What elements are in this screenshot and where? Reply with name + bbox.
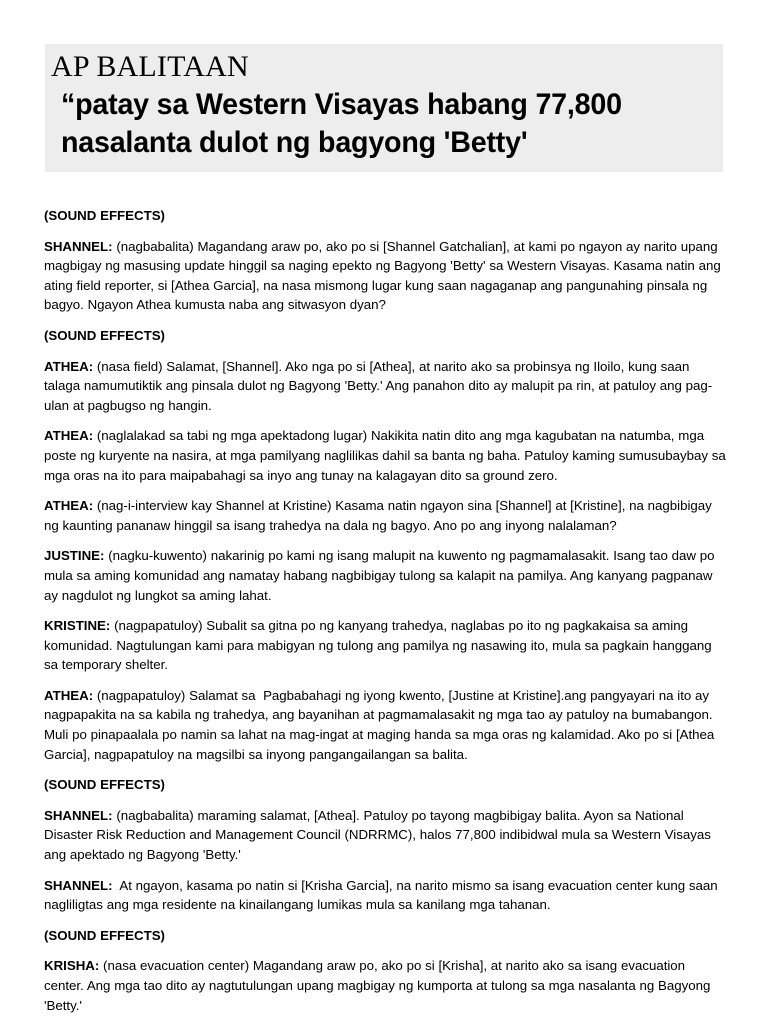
speaker-label: KRISHA: <box>44 958 100 974</box>
page-title-prefix: AP BALITAAN <box>51 50 249 83</box>
page-title-headline: “patay sa Western Visayas habang 77,800 nasalanta dulot ng bagyong 'Betty' <box>60 88 622 159</box>
dialogue-text: (nagbabalita) maraming salamat, [Athea]. Patuloy po tayong magbibigay balita. Ayon sa National Disaster Risk Reduction and Management Council (NDRRMC), halos 77,800 indibidwal mula sa Western Visayas ang apektado ng Bagyong 'Betty.' <box>44 807 715 863</box>
dialogue-text: (nasa evacuation center) Magandang araw po, ako po si [Krisha], at narito ako sa isang evacuation center. Ang mga tao dito ay nagtutulungan upang magbigay ng kumporta at tulong sa mga nasalanta ng Bagyong 'Betty.' <box>44 958 715 1013</box>
dialogue-paragraph <box>44 426 728 485</box>
speaker-label: ATHEA: <box>44 428 94 444</box>
dialogue-text: At ngayon, kasama po natin si [Krisha Garcia], na narito mismo sa isang evacuation center kung saan nagliligtas ang mga residente na kinailangang lumikas mula sa kanilang mga tahanan. <box>44 877 722 913</box>
sound-effect-text: (SOUND EFFECTS) <box>44 777 165 793</box>
dialogue-paragraph <box>44 237 728 315</box>
sound-effect-cue <box>44 326 728 346</box>
script-body <box>44 206 728 1015</box>
page-title <box>51 48 717 162</box>
dialogue-paragraph <box>44 686 728 764</box>
document-title-block <box>45 44 723 172</box>
dialogue-paragraph <box>44 616 728 675</box>
dialogue-paragraph <box>44 357 728 416</box>
speaker-label: ATHEA: <box>44 358 94 374</box>
sound-effect-text: (SOUND EFFECTS) <box>44 208 165 223</box>
dialogue-text: (nag-i-interview kay Shannel at Kristine) Kasama natin ngayon sina [Shannel] at [Kristine], na nagbibigay ng kaunting pananaw hinggil sa isang trahedya na dala ng bagyo. Ano po ang inyong nalalaman? <box>44 498 716 533</box>
speaker-label: KRISTINE: <box>44 618 111 634</box>
sound-effect-cue <box>44 775 728 795</box>
speaker-label: SHANNEL: <box>44 877 113 893</box>
dialogue-text: (naglalakad sa tabi ng mga apektadong lugar) Nakikita natin dito ang mga kagubatan na natumba, mga poste ng kuryente na nasira, at mga pamilyang naglilikas dahil sa banta ng baha. Patuloy kaming sumusubaybay sa mga oras na ito para maipabahagi sa inyo ang tunay na kalagayan dito sa ground zero. <box>44 428 730 483</box>
sound-effect-cue <box>44 206 728 226</box>
sound-effect-text: (SOUND EFFECTS) <box>44 927 165 943</box>
dialogue-paragraph <box>44 496 728 535</box>
speaker-label: SHANNEL: <box>44 238 113 254</box>
speaker-label: ATHEA: <box>44 498 94 514</box>
dialogue-text: (nagpapatuloy) Subalit sa gitna po ng kanyang trahedya, naglabas po ito ng pagkakaisa sa aming komunidad. Nagtulungan kami para mabigyan ng tulong ang pamilya ng nasawing ito, mula sa pagkain hanggang sa temporary shelter. <box>44 618 716 673</box>
sound-effect-text: (SOUND EFFECTS) <box>44 327 165 343</box>
speaker-label: SHANNEL: <box>44 807 113 823</box>
dialogue-text: (nagku-kuwento) nakarinig po kami ng isang malupit na kuwento ng pagmamalasakit. Isang tao daw po mula sa aming komunidad ang namatay habang nagbibigay tulong sa kalapit na pamilya. Ang kanyang pagpanaw ay nagdulot ng lungkot sa aming lahat. <box>44 548 719 603</box>
dialogue-paragraph <box>44 546 728 605</box>
speaker-label: ATHEA: <box>44 687 94 703</box>
dialogue-paragraph <box>44 806 728 865</box>
dialogue-text: (nasa field) Salamat, [Shannel]. Ako nga po si [Athea], at narito ako sa probinsya ng Iloilo, kung saan talaga namumutiktik ang pinsala dulot ng Bagyong 'Betty.' Ang panahon dito ay malupit pa rin, at patuloy ang pag-ulan at pagbugso ng hangin. <box>44 358 713 413</box>
dialogue-paragraph <box>44 956 728 1015</box>
dialogue-text: (nagbabalita) Magandang araw po, ako po si [Shannel Gatchalian], at kami po ngayon ay narito upang magbigay ng masusing update hinggil sa naging epekto ng Bagyong 'Betty' sa Western Visayas. Kasama natin ang ating field reporter, si [Athea Garcia], na nasa mismong lugar kung saan nagaganap ang pangunahing pinsala ng bagyo. Ngayon Athea kumusta naba ang sitwasyon dyan? <box>44 238 725 313</box>
dialogue-text: (nagpapatuloy) Salamat sa Pagbabahagi ng iyong kwento, [Justine at Kristine].ang pangyayari na ito ay nagpapakita na sa kabila ng trahedya, ang bayanihan at pagmamalasakit ng mga tao ay patuloy na bumabangon. Muli po pinapaalala po namin sa lahat na mag-ingat at maging handa sa mga oras ng kalamidad. Ako po si [Athea Garcia], nagpapatuloy na magsilbi sa inyong pangangailangan sa balita. <box>44 687 719 762</box>
sound-effect-cue <box>44 926 728 946</box>
dialogue-paragraph <box>44 876 728 915</box>
speaker-label: JUSTINE: <box>44 548 105 564</box>
